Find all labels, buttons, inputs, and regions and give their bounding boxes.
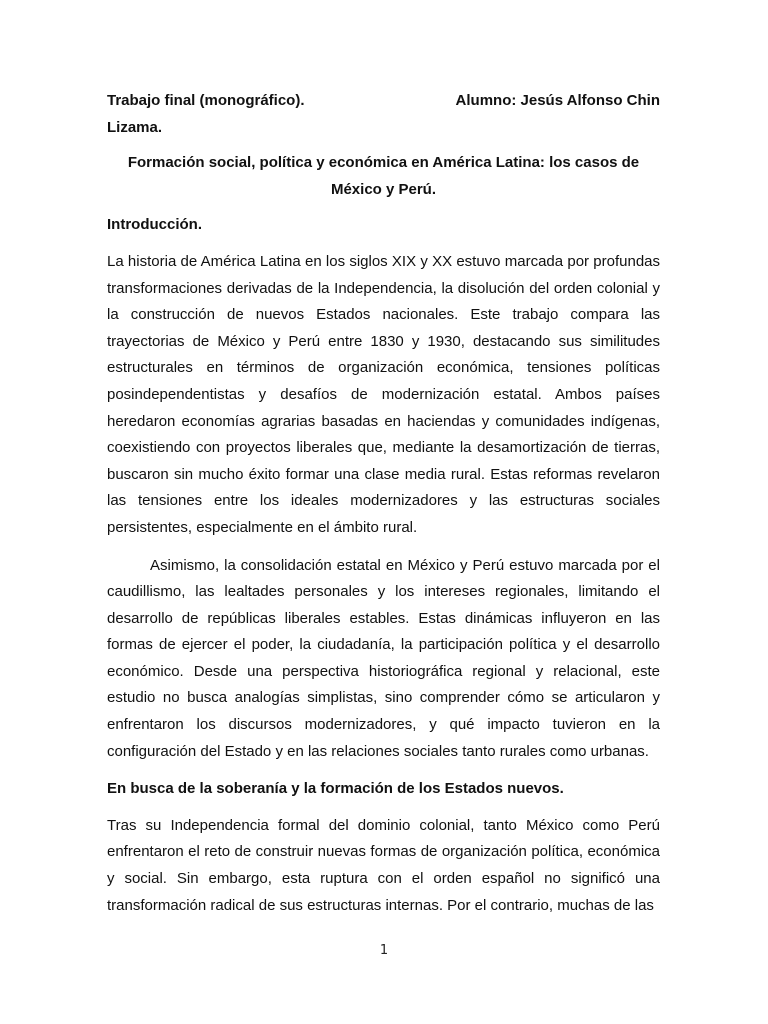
paragraph: La historia de América Latina en los siglos XIX y XX estuvo marcada por profundas transformaciones derivadas de la Independencia, la disolución del orden colonial y la construcción de nuevos Estados nacionales. Este trabajo compara las trayectorias de México y Perú entre 1830 y 1930, destacando sus similitudes estructurales en términos de organización económica, tensiones políticas posindependentistas y desafíos de modernización estatal. Ambos países heredaron economías agrarias basadas en haciendas y comunidades indígenas, coexistiendo con proyectos liberales que, mediante la desamortización de tierras, buscaron sin mucho éxito formar una clase media rural. Estas reformas revelaron las tensiones entre los ideales modernizadores y las estructuras sociales persistentes, especialmente en el ámbito rural. (107, 252, 660, 536)
document-page (107, 88, 660, 930)
assignment-label: Trabajo final (monográfico). (107, 92, 305, 109)
document-header (107, 88, 660, 115)
student-name-continuation: Lizama. (107, 118, 163, 136)
paragraph: Tras su Independencia formal del dominio colonial, tanto México como Perú enfrentaron el reto de construir nuevas formas de organización política, económica y social. Sin embargo, esta ruptura con el orden español no significó una transformación radical de sus estructuras internas. Por el contrario, muchas de las (107, 816, 660, 914)
section-heading-introduction: Introducción. (107, 216, 202, 234)
paragraph: Asimismo, la consolidación estatal en México y Perú estuvo marcada por el caudillismo, las lealtades personales y los intereses regionales, limitando el desarrollo de repúblicas liberales estables. Estas dinámicas influyeron en las formas de ejercer el poder, la ciudadanía, la participación política y el desarrollo económico. Desde una perspectiva historiográfica regional y relacional, este estudio no busca analogías simplistas, sino comprender cómo se articularon y enfrentaron los discursos modernizadores, y qué impacto tuvieron en la configuración del Estado y en las relaciones sociales tanto rurales como urbanas. (107, 556, 660, 760)
page-number: 1 (379, 943, 389, 958)
section-heading-sovereignty: En busca de la soberanía y la formación de los Estados nuevos. (107, 780, 564, 798)
document-title: Formación social, política y económica en América Latina: los casos de México y Perú. (127, 154, 640, 198)
student-name: Alumno: Jesús Alfonso Chin (455, 92, 660, 109)
